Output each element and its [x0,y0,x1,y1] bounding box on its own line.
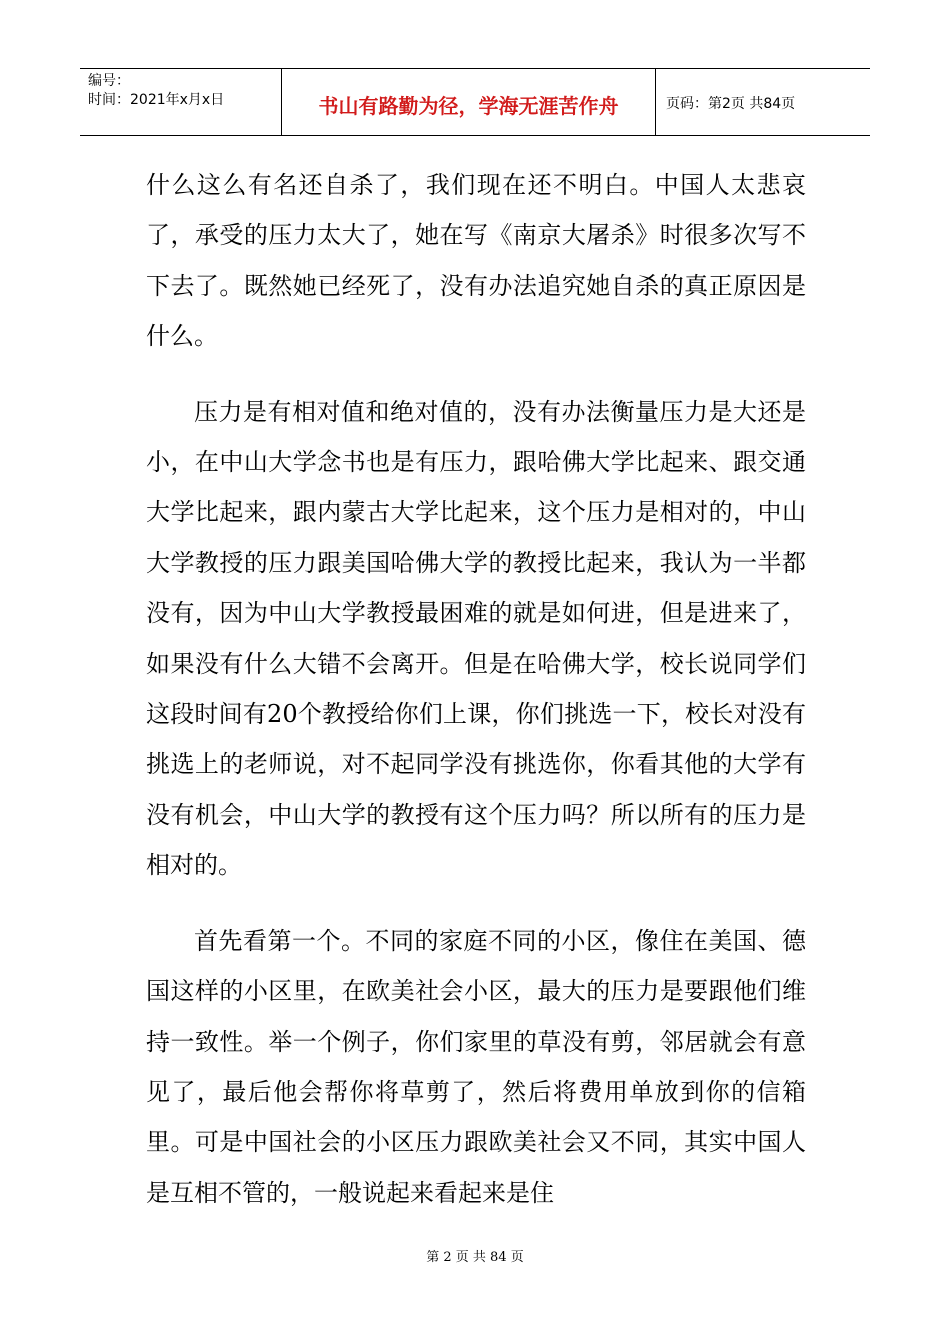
header-motto: 书山有路勤为径，学海无涯苦作舟 [282,69,656,135]
header-meta [80,69,282,135]
document-time: 时间：2021年x月x日 [88,92,225,108]
document-number-label: 编号： [88,73,130,89]
page-header [80,68,870,136]
header-page-info: 页码：第2页 共84页 [666,96,796,112]
paragraph-3: 首先看第一个。不同的家庭不同的小区，像住在美国、德国这样的小区里，在欧美社会小区，最大的压力是要跟他们维持一致性。举一个例子，你们家里的草没有剪，邻居就会有意见了，最后他会帮你将草剪了，然后将费用单放到你的信箱里。可是中国社会的小区压力跟欧美社会又不同，其实中国人是互相不管的，一般说起来看起来是住 [146,926,806,1207]
page-footer: 第 2 页 共 84 页 [426,1250,524,1265]
paragraph-2: 压力是有相对值和绝对值的，没有办法衡量压力是大还是小，在中山大学念书也是有压力，跟哈佛大学比起来、跟交通大学比起来，跟内蒙古大学比起来，这个压力是相对的，中山大学教授的压力跟美国哈佛大学的教授比起来，我认为一半都没有，因为中山大学教授最困难的就是如何进，但是进来了，如果没有什么大错不会离开。但是在哈佛大学，校长说同学们这段时间有20个教授给你们上课，你们挑选一下，校长对没有挑选上的老师说，对不起同学没有挑选你，你看其他的大学有没有机会，中山大学的教授有这个压力吗？所以所有的压力是相对的。 [146,397,806,880]
paragraph-1: 什么这么有名还自杀了，我们现在还不明白。中国人太悲哀了，承受的压力太大了，她在写《南京大屠杀》时很多次写不下去了。既然她已经死了，没有办法追究她自杀的真正原因是什么。 [146,171,806,351]
document-body [146,160,806,1243]
